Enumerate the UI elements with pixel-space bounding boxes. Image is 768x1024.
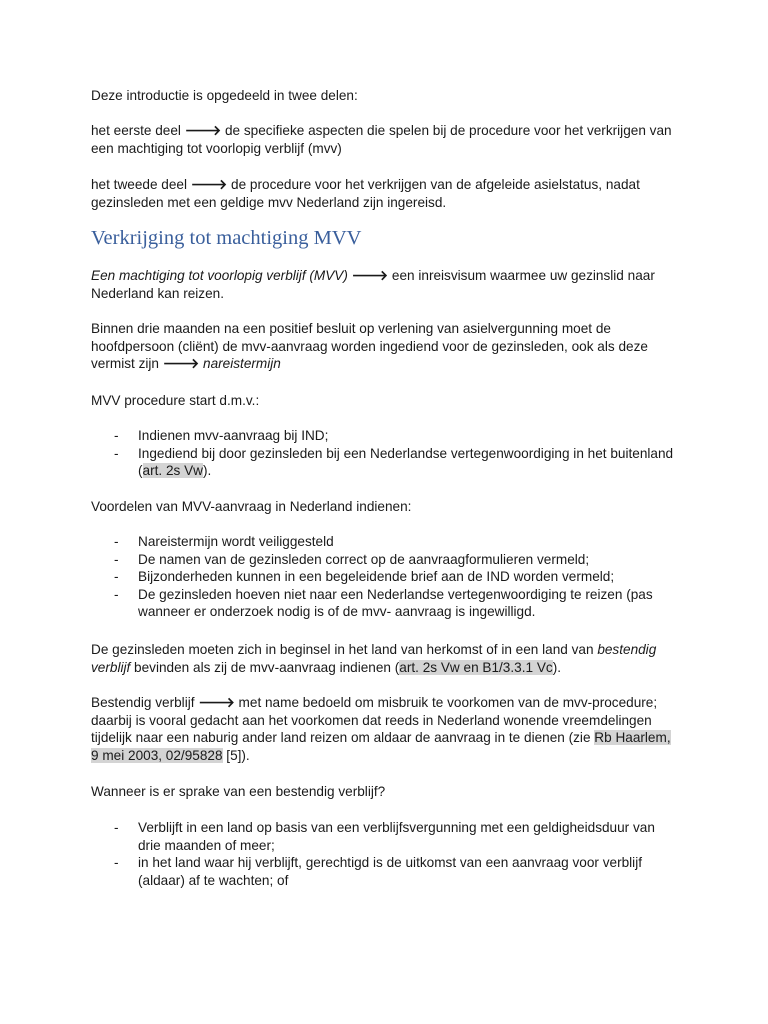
list-item-text-end: ). xyxy=(202,463,212,479)
list-item-text: in het land waar hij verblijft, gerechtigd is de uitkomst van een aanvraag voor verblijf (aldaar) af te wachten; of xyxy=(138,855,642,888)
arrow-right-icon: 🡒 xyxy=(198,695,235,710)
definition-term: Een machtiging tot voorlopig verblijf (MVV) xyxy=(91,268,348,283)
list-item xyxy=(91,533,681,551)
part2-lead: het tweede deel xyxy=(91,177,187,192)
list-item-text: Ingediend bij door gezinsleden bij een Nederlandse vertegenwoordiging in het buitenland ( xyxy=(138,445,674,479)
legal-reference-highlight: art. 2s Vw xyxy=(142,463,203,479)
case-reference-highlight: Rb Haarlem, 9 mei 2003, 02/95828 xyxy=(91,730,671,763)
part2-paragraph xyxy=(91,176,681,211)
start-title: MVV procedure start d.m.v.: xyxy=(91,393,260,408)
list-item xyxy=(91,427,681,445)
arrow-right-icon: 🡒 xyxy=(162,356,200,372)
arrow-right-icon: 🡒 xyxy=(351,268,389,283)
legal-reference-highlight: art. 2s Vw en B1/3.3.1 Vc xyxy=(399,659,553,675)
list-item-text: Bijzonderheden kunnen in een begeleidende brief aan de IND worden vermeld; xyxy=(138,569,615,585)
list-dash: - xyxy=(114,586,119,602)
section-heading: Verkrijging tot machtiging MVV xyxy=(91,227,362,249)
part1-lead: het eerste deel xyxy=(91,123,181,138)
gezin-text-mid: bevinden als zij de mvv-aanvraag indienen ( xyxy=(130,659,400,675)
part2-text: de procedure voor het verkrijgen van de afgeleide asielstatus, nadat gezinsleden met een geldige mvv Nederland zijn ingereisd. xyxy=(91,177,640,210)
list-item xyxy=(91,568,681,586)
bestendig-text: met name bedoeld om misbruik te voorkomen van de mvv-procedure; daarbij is vooral gedacht aan het voorkomen dat reeds in Nederland wonende vreemdelingen tijdelijk naar een naburig ander land reizen om aldaar de aanvraag in te dienen (zie xyxy=(91,695,658,746)
definition-text: een inreisvisum waarmee uw gezinslid naar Nederland kan reizen. xyxy=(91,268,655,301)
gezin-text: De gezinsleden moeten zich in beginsel in het land van herkomst of in een land van xyxy=(91,642,598,657)
list-item-text: Verblijft in een land op basis van een verblijfsvergunning met een geldigheidsduur van drie maanden of meer; xyxy=(138,820,655,853)
list-item-text: Indienen mvv-aanvraag bij IND; xyxy=(138,428,329,443)
gezin-text-end: ). xyxy=(552,659,561,675)
list-item xyxy=(91,854,681,889)
intro-paragraph: Deze introductie is opgedeeld in twee delen: xyxy=(91,88,358,103)
gezin-paragraph xyxy=(91,641,681,676)
list-item xyxy=(91,551,681,569)
list-item-text: De namen van de gezinsleden correct op de aanvraagformulieren vermeld; xyxy=(138,551,590,567)
part1-paragraph xyxy=(91,122,681,157)
voordelen-title: Voordelen van MVV-aanvraag in Nederland indienen: xyxy=(91,499,412,514)
wanneer-title: Wanneer is er sprake van een bestendig verblijf? xyxy=(91,784,386,799)
list-dash: - xyxy=(114,855,119,871)
list-item xyxy=(91,586,681,621)
part1-text: de specifieke aspecten die spelen bij de procedure voor het verkrijgen van een machtiging tot voorlopig verblijf (mvv) xyxy=(91,123,672,156)
arrow-right-icon: 🡒 xyxy=(184,123,222,138)
list-item xyxy=(91,819,681,854)
list-dash: - xyxy=(114,551,119,567)
wanneer-list xyxy=(91,819,681,889)
bestendig-text-end: [5]). xyxy=(222,747,250,763)
list-dash: - xyxy=(114,445,119,461)
bestendig-lead: Bestendig verblijf xyxy=(91,695,195,710)
bestendig-verblijf-term: bestendig verblijf xyxy=(91,642,657,675)
list-item-text: Nareistermijn wordt veiliggesteld xyxy=(138,534,334,549)
voordelen-list xyxy=(91,533,681,621)
list-item xyxy=(91,445,681,480)
start-list xyxy=(91,427,681,480)
arrow-right-icon: 🡒 xyxy=(190,177,228,192)
list-dash: - xyxy=(114,820,119,835)
list-dash: - xyxy=(114,534,119,549)
list-dash: - xyxy=(114,428,119,443)
binnen-text: Binnen drie maanden na een positief besluit op verlening van asielvergunning moet de hoofdpersoon (cliënt) de mvv-aanvraag worden ingediend voor de gezinsleden, ook als deze vermist zijn xyxy=(91,321,648,372)
definition-paragraph xyxy=(91,267,681,302)
nareistermijn-term: nareistermijn xyxy=(203,356,281,372)
list-dash: - xyxy=(114,569,119,585)
binnen-paragraph xyxy=(91,320,681,373)
list-item-text: De gezinsleden hoeven niet naar een Nederlandse vertegenwoordiging te reizen (pas wanneer er onderzoek nodig is of de mvv- aanvraag is ingewilligd. xyxy=(138,586,653,620)
bestendig-paragraph xyxy=(91,694,681,764)
